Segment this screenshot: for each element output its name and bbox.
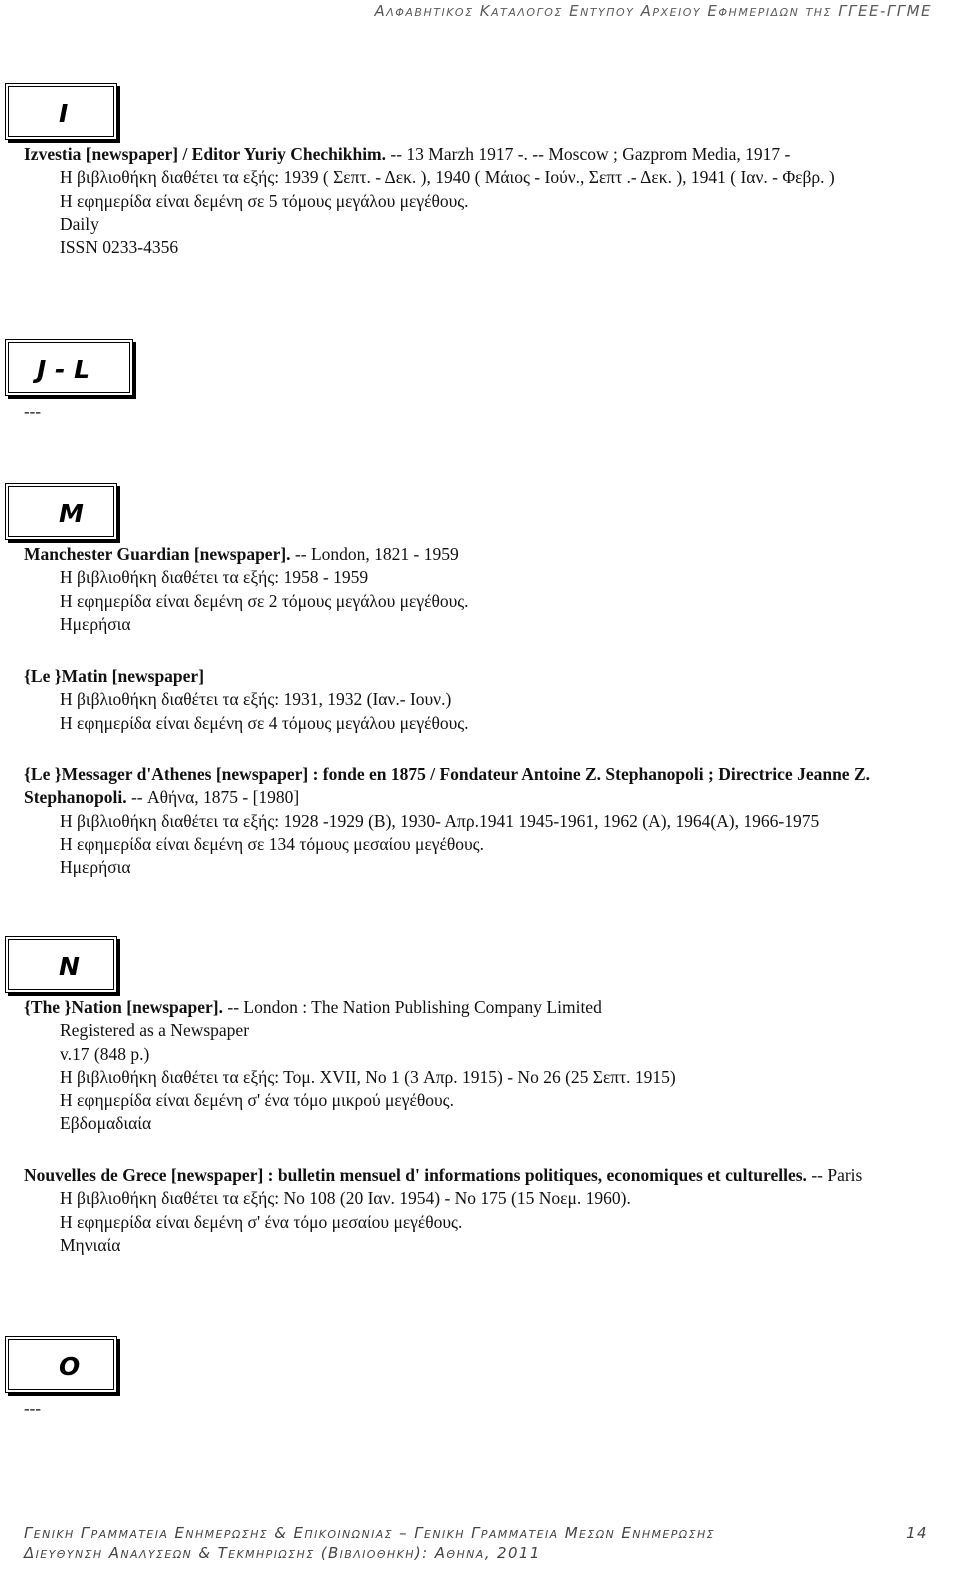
section-letter-box-m xyxy=(5,483,117,540)
section-letter: J - L xyxy=(37,355,91,384)
running-footer xyxy=(24,1524,934,1562)
section-letter-box-j-l xyxy=(5,339,133,396)
section-letter-box-i xyxy=(5,83,117,140)
entry-line: Η εφημερίδα είναι δεμένη σε 134 τόμους μεσαίου μεγέθους. xyxy=(60,833,484,854)
footer-line-1: Γενικη Γραμματεια Ενημερωσης & Επικοινωνιας – Γενικη Γραμματεια Μεσων Ενημερωσης xyxy=(24,1524,715,1542)
entry-line: Η βιβλιοθήκη διαθέτει τα εξής: 1931, 1932 (Ιαν.- Ιουν.) xyxy=(60,689,452,710)
catalog-entry-manchester-guardian xyxy=(24,543,944,636)
section-letter-box-n xyxy=(5,936,117,993)
entry-title: {Le }Messager d'Athenes [newspaper] : fonde en 1875 / Fondateur Antoine Z. Stephanopoli ; Directrice Jeanne Z. Stephanopoli. -- Αθήνα, 1875 - [1980] xyxy=(24,764,870,808)
entry-line: Ημερήσια xyxy=(60,857,131,878)
section-letter: M xyxy=(59,499,84,528)
section-letter: N xyxy=(59,952,80,981)
entry-line: Daily xyxy=(60,213,99,234)
entry-line: v.17 (848 p.) xyxy=(60,1043,150,1064)
entry-title: {The }Nation [newspaper]. -- London : The Nation Publishing Company Limited xyxy=(24,997,602,1017)
section-letter-box-o xyxy=(5,1336,117,1393)
running-header: Αλφαβητικος Καταλογος Εντυπου Αρχειου Εφημεριδων της ΓΓΕΕ-ΓΓΜΕ xyxy=(374,2,932,20)
entry-line: Η βιβλιοθήκη διαθέτει τα εξής: 1939 ( Σεπτ. - Δεκ. ), 1940 ( Μάιος - Ιούν., Σεπτ .- Δεκ. ), 1941 ( Ιαν. - Φεβρ. ) xyxy=(60,167,835,188)
empty-section-marker: --- xyxy=(24,1399,41,1418)
entry-line: Η εφημερίδα είναι δεμένη σε 2 τόμους μεγάλου μεγέθους. xyxy=(60,590,469,611)
entry-line: Η βιβλιοθήκη διαθέτει τα εξής: 1958 - 1959 xyxy=(60,567,369,588)
entry-line: Η βιβλιοθήκη διαθέτει τα εξής: No 108 (20 Ιαν. 1954) - No 175 (15 Νοεμ. 1960). xyxy=(60,1188,631,1209)
entry-line: Η εφημερίδα είναι δεμένη σ' ένα τόμο μικρού μεγέθους. xyxy=(60,1090,454,1111)
entry-line: Η εφημερίδα είναι δεμένη σ' ένα τόμο μεσαίου μεγέθους. xyxy=(60,1211,463,1232)
entry-line: Η βιβλιοθήκη διαθέτει τα εξής: Τομ. XVII, No 1 (3 Απρ. 1915) - No 26 (25 Σεπτ. 1915) xyxy=(60,1066,676,1087)
entry-title: Izvestia [newspaper] / Editor Yuriy Chechikhim. -- 13 Marzh 1917 -. -- Moscow ; Gazprom Media, 1917 - xyxy=(24,144,791,164)
catalog-entry-le-messager xyxy=(24,763,944,879)
entry-line: ISSN 0233-4356 xyxy=(60,237,179,258)
footer-line-2: Διευθυνση Αναλυσεων & Τεκμηριωσης (Βιβλιοθηκη): Αθηνα, 2011 xyxy=(24,1544,541,1562)
empty-section-marker: --- xyxy=(24,402,41,421)
entry-line: Η εφημερίδα είναι δεμένη σε 4 τόμους μεγάλου μεγέθους. xyxy=(60,712,469,733)
entry-line: Η εφημερίδα είναι δεμένη σε 5 τόμους μεγάλου μεγέθους. xyxy=(60,190,469,211)
section-letter: O xyxy=(59,1352,81,1381)
entry-title: Nouvelles de Grece [newspaper] : bulletin mensuel d' informations politiques, economiques et culturelles. -- Paris xyxy=(24,1165,863,1185)
catalog-entry-izvestia xyxy=(24,143,944,259)
catalog-entry-nouvelles-de-grece xyxy=(24,1164,944,1257)
entry-line: Ημερήσια xyxy=(60,613,131,634)
catalog-entry-the-nation xyxy=(24,996,944,1136)
entry-line: Registered as a Newspaper xyxy=(60,1020,250,1041)
entry-title: Manchester Guardian [newspaper]. -- London, 1821 - 1959 xyxy=(24,544,459,564)
entry-line: Μηνιαία xyxy=(60,1234,121,1255)
entry-line: Εβδομαδιαία xyxy=(60,1113,152,1134)
entry-title: {Le }Matin [newspaper] xyxy=(24,666,205,686)
catalog-entry-le-matin xyxy=(24,665,944,735)
page-number: 14 xyxy=(906,1524,928,1542)
entry-line: Η βιβλιοθήκη διαθέτει τα εξής: 1928 -1929 (Β), 1930- Απρ.1941 1945-1961, 1962 (Α), 1964(Α), 1966-1975 xyxy=(60,810,820,831)
section-letter: I xyxy=(59,99,69,128)
